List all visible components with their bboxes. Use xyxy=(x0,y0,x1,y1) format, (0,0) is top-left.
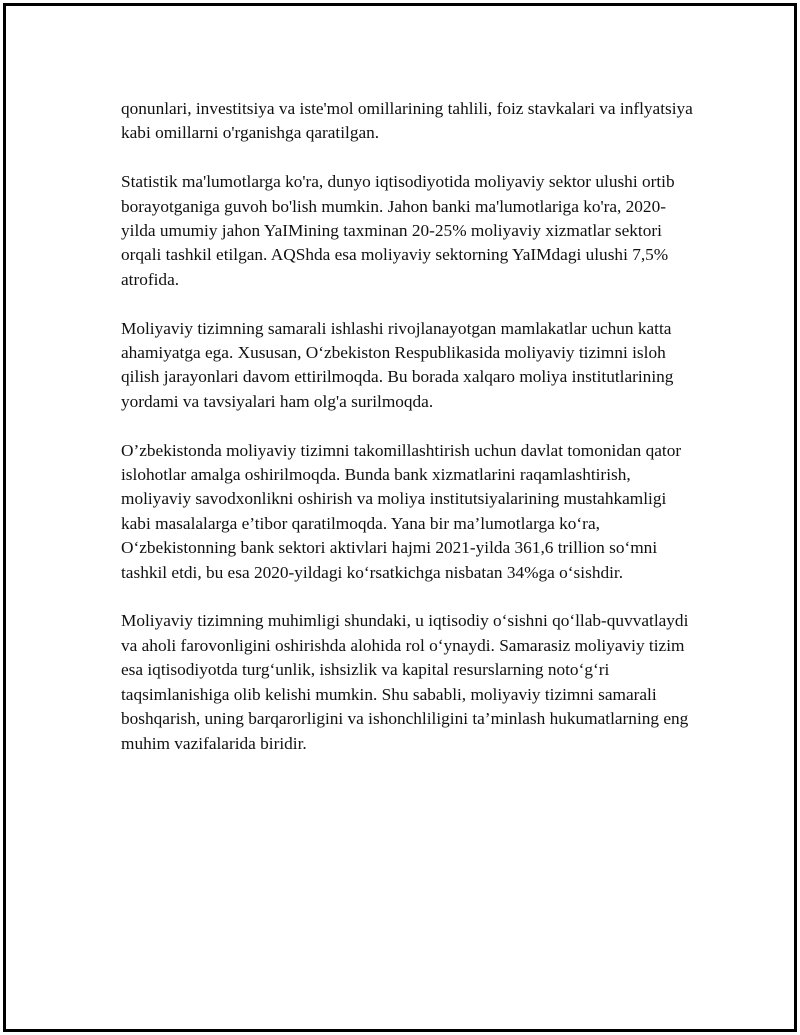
page-border xyxy=(3,3,797,1032)
paragraph-3: Moliyaviy tizimning samarali ishlashi rivojlanayotgan mamlakatlar uchun katta ahamiyatga ega. Xususan, O‘zbekiston Respublikasida moliyaviy tizimni isloh qilish jarayonlari davom ettirilmoqda. Bu borada xalqaro moliya institutlarining yordami va tavsiyalari ham olg'a surilmoqda. xyxy=(121,318,674,411)
paragraph-1: qonunlari, investitsiya va iste'mol omillarining tahlili, foiz stavkalari va inflyatsiya kabi omillarni o'rganishga qaratilgan. xyxy=(121,99,693,143)
document-body xyxy=(121,97,696,780)
paragraph-2: Statistik ma'lumotlarga ko'ra, dunyo iqtisodiyotida moliyaviy sektor ulushi ortib borayotganiga guvoh bo'lish mumkin. Jahon banki ma'lumotlariga ko'ra, 2020-yilda umumiy jahon YaIMining taxminan 20-25% moliyaviy xizmatlar sektori orqali tashkil etilgan. AQShda esa moliyaviy sektorning YaIMdagi ulushi 7,5% atrofida. xyxy=(121,172,675,289)
paragraph-4: O’zbekistonda moliyaviy tizimni takomillashtirish uchun davlat tomonidan qator islohotlar amalga oshirilmoqda. Bunda bank xizmatlarini raqamlashtirish, moliyaviy savodxonlikni oshirish va moliya institutsiyalarining mustahkamligi kabi masalalarga e’tibor qaratilmoqda. Yana bir ma’lumotlarga ko‘ra, O‘zbekistonning bank sektori aktivlari hajmi 2021-yilda 361,6 trillion so‘mni tashkil etdi, bu esa 2020-yildagi ko‘rsatkichga nisbatan 34%ga o‘sishdir. xyxy=(121,440,682,582)
paragraph-5: Moliyaviy tizimning muhimligi shundaki, u iqtisodiy o‘sishni qo‘llab-quvvatlaydi va aholi farovonligini oshirishda alohida rol o‘ynaydi. Samarasiz moliyaviy tizim esa iqtisodiyotda turg‘unlik, ishsizlik va kapital resurslarning noto‘g‘ri taqsimlanishiga olib kelishi mumkin. Shu sababli, moliyaviy tizimni samarali boshqarish, uning barqarorligini va ishonchliligini ta’minlash hukumatlarning eng muhim vazifalarida biridir. xyxy=(121,611,689,753)
